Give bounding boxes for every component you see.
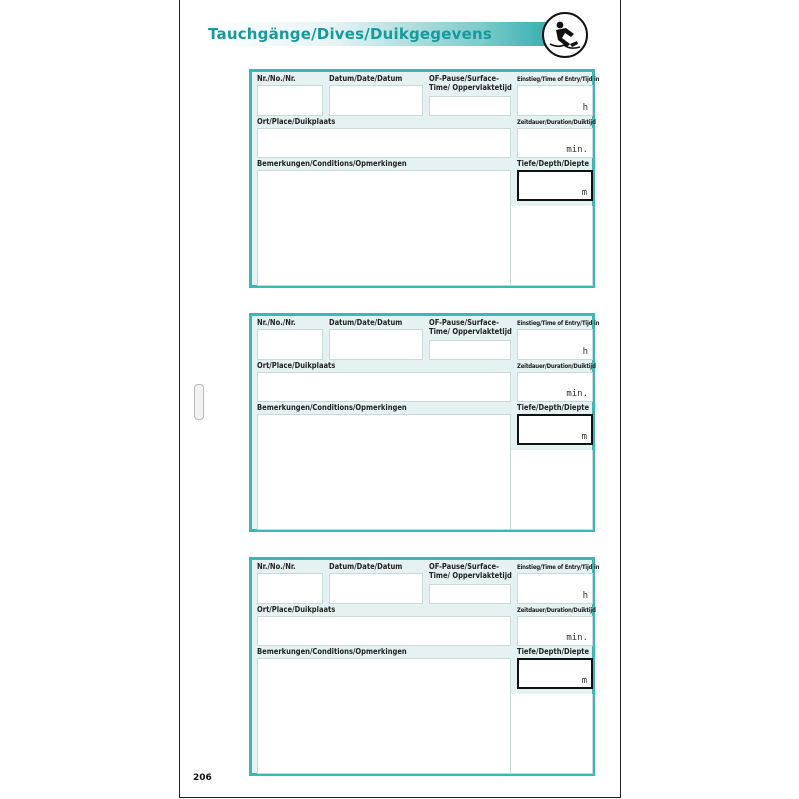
date-field[interactable]	[329, 329, 423, 360]
nr-field[interactable]	[257, 573, 323, 604]
place-label: Ort/Place/Duikplaats	[257, 361, 336, 370]
entry-time-field[interactable]	[517, 329, 593, 360]
place-field[interactable]	[257, 372, 511, 402]
place-label: Ort/Place/Duikplaats	[257, 117, 336, 126]
duration-label: Zeitdauer/Duration/Duiktijd	[517, 363, 596, 370]
date-field[interactable]	[329, 573, 423, 604]
nr-label: Nr./No./Nr.	[257, 74, 296, 83]
entry-time-label: Einstieg/Time of Entry/Tijd in	[517, 564, 600, 571]
entry-time-unit: h	[582, 103, 588, 113]
nr-label: Nr./No./Nr.	[257, 562, 296, 571]
date-field[interactable]	[329, 85, 423, 116]
depth-label: Tiefe/Depth/Diepte	[517, 403, 590, 412]
depth-field[interactable]	[517, 414, 593, 445]
depth-unit: m	[581, 676, 587, 686]
duration-field[interactable]	[517, 128, 593, 158]
date-label: Datum/Date/Datum	[329, 562, 403, 571]
duration-label: Zeitdauer/Duration/Duiktijd	[517, 119, 596, 126]
dive-entry-card	[249, 557, 600, 776]
entry-time-unit: h	[582, 347, 588, 357]
surface-time-label: OF-Pause/Surface-Time/ Oppervlaktetijd	[429, 74, 512, 92]
logbook-page	[179, 0, 621, 798]
place-field[interactable]	[257, 128, 511, 158]
dive-entry-card	[249, 69, 600, 288]
diver-icon	[542, 12, 588, 58]
duration-unit: min.	[566, 633, 588, 643]
depth-label: Tiefe/Depth/Diepte	[517, 159, 590, 168]
duration-field[interactable]	[517, 616, 593, 646]
remarks-field[interactable]	[257, 658, 511, 774]
surface-time-label: OF-Pause/Surface-Time/ Oppervlaktetijd	[429, 562, 512, 580]
duration-unit: min.	[566, 389, 588, 399]
page-title: Tauchgänge/Dives/Duikgegevens	[208, 25, 492, 43]
place-label: Ort/Place/Duikplaats	[257, 605, 336, 614]
depth-unit: m	[581, 188, 587, 198]
duration-label: Zeitdauer/Duration/Duiktijd	[517, 607, 596, 614]
entry-time-label: Einstieg/Time of Entry/Tijd in	[517, 76, 600, 83]
nr-label: Nr./No./Nr.	[257, 318, 296, 327]
nr-field[interactable]	[257, 85, 323, 116]
remarks-field-extension[interactable]	[511, 694, 593, 774]
date-label: Datum/Date/Datum	[329, 74, 403, 83]
surface-time-field[interactable]	[429, 340, 511, 360]
depth-field[interactable]	[517, 170, 593, 201]
duration-unit: min.	[566, 145, 588, 155]
remarks-label: Bemerkungen/Conditions/Opmerkingen	[257, 647, 407, 656]
depth-unit: m	[581, 432, 587, 442]
page-number: 206	[193, 773, 212, 783]
surface-time-field[interactable]	[429, 96, 511, 116]
remarks-label: Bemerkungen/Conditions/Opmerkingen	[257, 159, 407, 168]
surface-time-label: OF-Pause/Surface-Time/ Oppervlaktetijd	[429, 318, 512, 336]
remarks-field[interactable]	[257, 170, 511, 286]
side-tab	[194, 384, 204, 420]
remarks-field-extension[interactable]	[511, 450, 593, 530]
depth-field[interactable]	[517, 658, 593, 689]
remarks-field[interactable]	[257, 414, 511, 530]
remarks-field-extension[interactable]	[511, 206, 593, 286]
depth-label: Tiefe/Depth/Diepte	[517, 647, 590, 656]
entry-time-field[interactable]	[517, 85, 593, 116]
entry-time-label: Einstieg/Time of Entry/Tijd in	[517, 320, 600, 327]
dive-entry-card	[249, 313, 600, 532]
place-field[interactable]	[257, 616, 511, 646]
date-label: Datum/Date/Datum	[329, 318, 403, 327]
duration-field[interactable]	[517, 372, 593, 402]
remarks-label: Bemerkungen/Conditions/Opmerkingen	[257, 403, 407, 412]
entry-time-unit: h	[582, 591, 588, 601]
nr-field[interactable]	[257, 329, 323, 360]
entry-time-field[interactable]	[517, 573, 593, 604]
surface-time-field[interactable]	[429, 584, 511, 604]
